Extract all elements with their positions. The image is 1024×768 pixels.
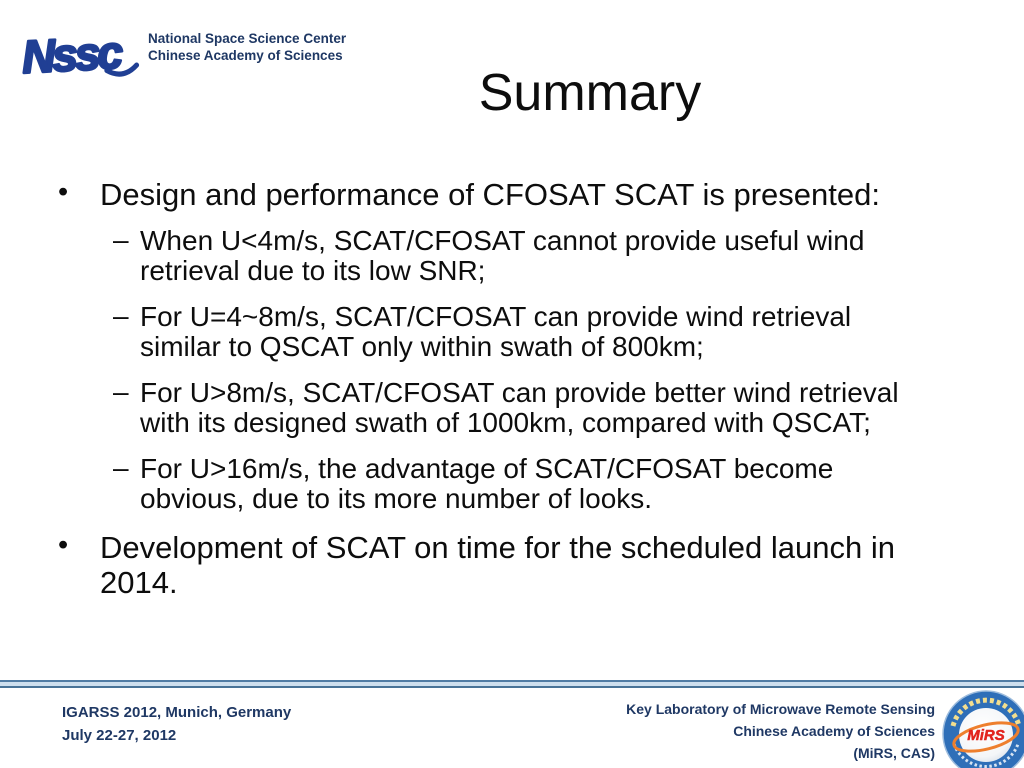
mirs-logo xyxy=(942,690,1024,768)
mirs-logo-graphic xyxy=(942,690,1024,768)
sub-bullet-item xyxy=(100,378,936,438)
mirs-logo-text: MiRS xyxy=(967,727,1005,744)
slide-body xyxy=(42,177,936,614)
sub-bullet-item xyxy=(100,454,936,514)
sub-bullet-item xyxy=(100,302,936,362)
nssc-logo-graphic xyxy=(20,22,140,88)
bullet-item xyxy=(42,177,936,212)
bullet-text: Design and performance of CFOSAT SCAT is presented: xyxy=(100,177,880,212)
org-name-block xyxy=(148,30,346,64)
footer-conference-line1: IGARSS 2012, Munich, Germany xyxy=(62,704,292,721)
dash-marker: – xyxy=(113,376,129,407)
footer-conference-block xyxy=(62,701,291,747)
org-name-line2: Chinese Academy of Sciences xyxy=(148,48,343,63)
sub-bullet-text: For U>8m/s, SCAT/CFOSAT can provide better wind retrieval with its designed swath of 1000km, compared with QSCAT; xyxy=(140,377,899,438)
dash-marker: – xyxy=(113,300,129,331)
footer-lab-line2: Chinese Academy of Sciences xyxy=(733,723,935,739)
sub-bullet-text: When U<4m/s, SCAT/CFOSAT cannot provide useful wind retrieval due to its low SNR; xyxy=(140,225,865,286)
footer-conference-line2: July 22-27, 2012 xyxy=(62,727,177,744)
nssc-logo-text: Nssc xyxy=(20,25,122,84)
slide-title: Summary xyxy=(478,64,702,122)
dash-marker: – xyxy=(113,224,129,255)
sub-bullet-item xyxy=(100,226,936,286)
bullet-marker: • xyxy=(58,176,69,208)
footer-divider xyxy=(0,680,1024,688)
footer-lab-line1: Key Laboratory of Microwave Remote Sensing xyxy=(626,701,935,717)
nssc-logo xyxy=(20,22,140,93)
org-name-line1: National Space Science Center xyxy=(148,31,347,46)
bullet-text: Development of SCAT on time for the scheduled launch in 2014. xyxy=(100,530,895,600)
footer-lab-line3: (MiRS, CAS) xyxy=(853,745,935,761)
sub-bullet-text: For U>16m/s, the advantage of SCAT/CFOSAT become obvious, due to its more number of looks. xyxy=(140,453,834,514)
footer-lab-block xyxy=(626,698,935,764)
sub-bullet-text: For U=4~8m/s, SCAT/CFOSAT can provide wind retrieval similar to QSCAT only within swath of 800km; xyxy=(140,301,852,362)
dash-marker: – xyxy=(113,452,129,483)
bullet-marker: • xyxy=(58,529,69,561)
bullet-item xyxy=(42,530,936,600)
